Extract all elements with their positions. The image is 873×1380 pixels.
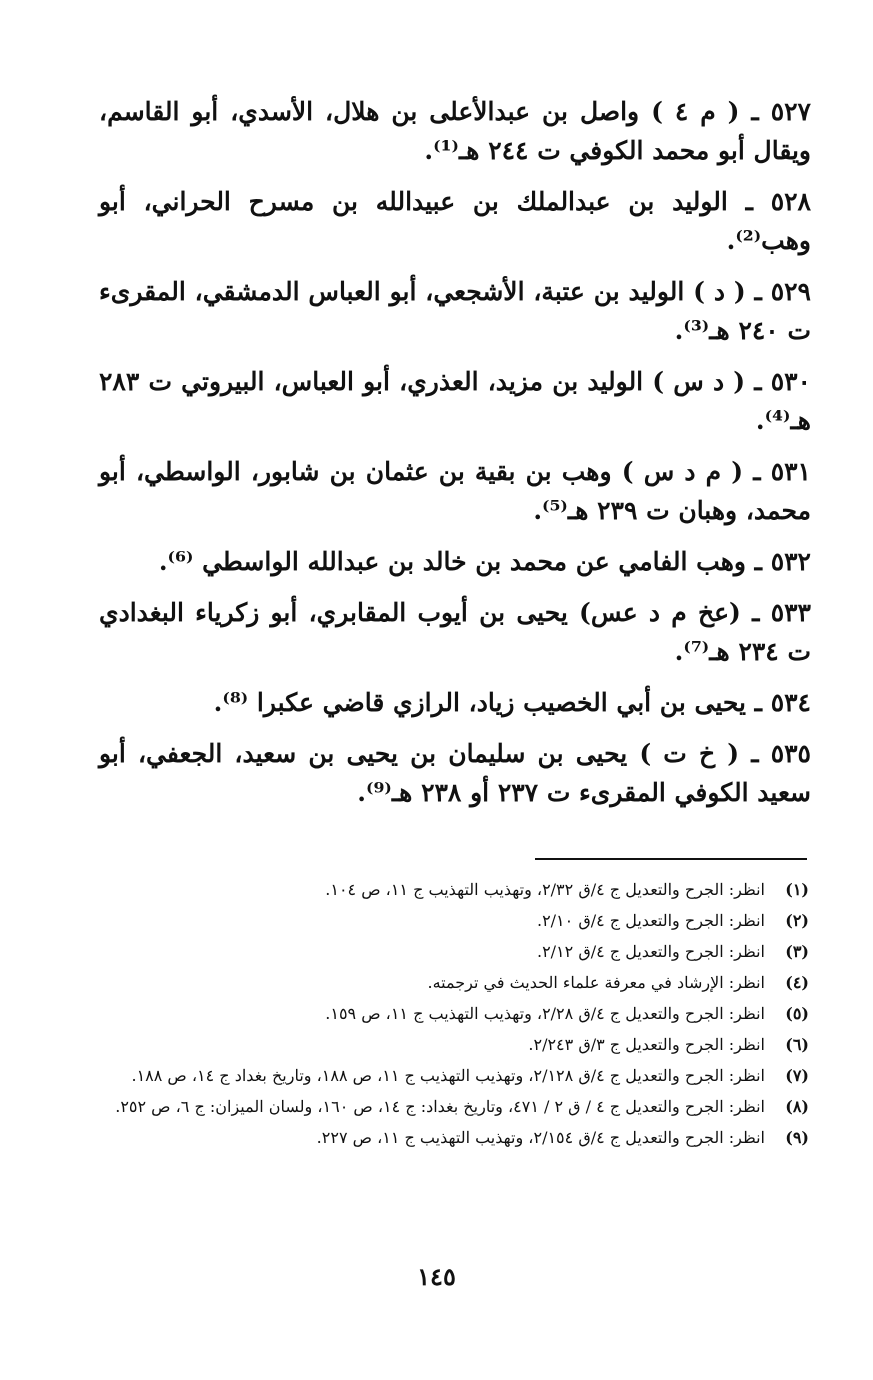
footnote-number: (٧)	[785, 1066, 809, 1085]
footnote-3	[97, 936, 809, 967]
footnote-9	[97, 1122, 809, 1153]
entry-530: ٥٣٠ ـ ( د س ) الوليد بن مزيد، العذري، أبو العباس، البيروتي ت ٢٨٣ هـ⁽⁴⁾.	[90, 367, 811, 435]
footnote-text: انظر: الجرح والتعديل ج ٤/ق ٢/٣٢، وتهذيب التهذيب ج ١١، ص ١٠٤.	[325, 880, 765, 899]
footnote-number: (٥)	[785, 1004, 809, 1023]
entry-528: ٥٢٨ ـ الوليد بن عبدالملك بن عبيدالله بن مسرح الحراني، أبو وهب⁽²⁾.	[90, 187, 811, 255]
footnote-number: (٦)	[785, 1035, 809, 1054]
footnote-text: انظر: الجرح والتعديل ج ٤/ق ٢/١٥٤، وتهذيب التهذيب ج ١١، ص ٢٢٧.	[316, 1128, 765, 1147]
footnote-text: انظر: الجرح والتعديل ج ٤/ق ٢/١٠.	[536, 911, 765, 930]
footnote-number: (٤)	[785, 973, 809, 992]
entry-532: ٥٣٢ ـ وهب الفامي عن محمد بن خالد بن عبدالله الواسطي ⁽⁶⁾.	[158, 547, 811, 576]
entry-535: ٥٣٥ ـ ( خ ت ) يحيى بن سليمان بن يحيى بن سعيد، الجعفي، أبو سعيد الكوفي المقرىء ت ٢٣٧ أو ٢٣٨ هـ⁽⁹⁾.	[90, 739, 811, 807]
page-number: ١٤٥	[417, 1262, 456, 1291]
footnote-number: (٨)	[785, 1097, 809, 1116]
entry-527: ٥٢٧ ـ ( م ٤ ) واصل بن عبدالأعلى بن هلال، الأسدي، أبو القاسم، ويقال أبو محمد الكوفي ت ٢٤٤ هـ⁽¹⁾.	[90, 97, 811, 165]
entry-533: ٥٣٣ ـ (عخ م د عس) يحيى بن أيوب المقابري، أبو زكرياء البغدادي ت ٢٣٤ هـ⁽⁷⁾.	[90, 598, 811, 666]
entry-534: ٥٣٤ ـ يحيى بن أبي الخصيب زياد، الرازي قاضي عكبرا ⁽⁸⁾.	[213, 688, 811, 717]
footnote-number: (٩)	[785, 1128, 809, 1147]
footnote-text: انظر: الإرشاد في معرفة علماء الحديث في ترجمته.	[427, 973, 765, 992]
footnote-6	[97, 1029, 809, 1060]
footnote-text: انظر: الجرح والتعديل ج ٤/ق ٢/٢٨، وتهذيب التهذيب ج ١١، ص ١٥٩.	[325, 1004, 765, 1023]
footnote-text: انظر: الجرح والتعديل ج ٤ / ق ٢ / ٤٧١، وتاريخ بغداد: ج ١٤، ص ١٦٠، ولسان الميزان: ج ٦، ص ٢٥٢.	[115, 1097, 765, 1116]
entry-531: ٥٣١ ـ ( م د س ) وهب بن بقية بن عثمان بن شابور، الواسطي، أبو محمد، وهبان ت ٢٣٩ هـ⁽⁵⁾.	[90, 457, 811, 525]
footnote-number: (١)	[785, 880, 809, 899]
footnote-number: (٣)	[785, 942, 809, 961]
entry-529: ٥٢٩ ـ ( د ) الوليد بن عتبة، الأشجعي، أبو العباس الدمشقي، المقرىء ت ٢٤٠ هـ⁽³⁾.	[90, 277, 811, 345]
footnote-number: (٢)	[785, 911, 809, 930]
footnote-text: انظر: الجرح والتعديل ج ٤/ق ٢/١٢٨، وتهذيب التهذيب ج ١١، ص ١٨٨، وتاريخ بغداد ج ١٤، ص ١٨٨.	[131, 1066, 765, 1085]
footnotes	[97, 874, 809, 1153]
footnote-1	[97, 874, 809, 905]
footnote-8	[97, 1091, 809, 1122]
footnote-divider	[535, 858, 807, 860]
footnote-2	[97, 905, 809, 936]
biography-entries	[90, 92, 811, 824]
footnote-4	[97, 967, 809, 998]
footnote-5	[97, 998, 809, 1029]
footnote-7	[97, 1060, 809, 1091]
footnote-text: انظر: الجرح والتعديل ج ٣/ق ٢/٢٤٣.	[528, 1035, 765, 1054]
footnote-text: انظر: الجرح والتعديل ج ٤/ق ٢/١٢.	[536, 942, 765, 961]
